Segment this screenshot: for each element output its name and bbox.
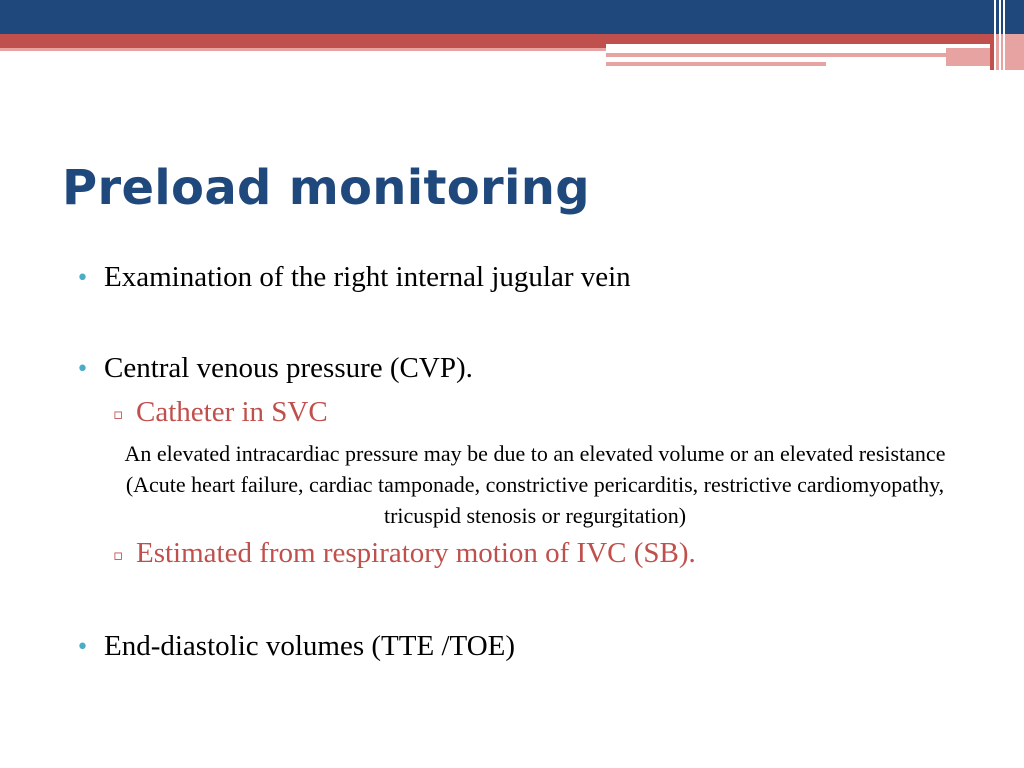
bullet-marker-1: •: [76, 266, 89, 291]
bullet-marker-3: •: [76, 635, 89, 660]
sub-bullet-text-1: Catheter in SVC: [136, 396, 328, 428]
sub-bullet-marker-2: ▫: [113, 546, 124, 564]
bullet-text-1: Examination of the right internal jugular vein: [104, 261, 631, 293]
slide-title: Preload monitoring: [62, 160, 590, 216]
bullet-marker-2: •: [76, 357, 89, 382]
bullet-text-3: End-diastolic volumes (TTE /TOE): [104, 630, 516, 662]
sub-bullet-text-2: Estimated from respiratory motion of IVC (SB).: [136, 537, 696, 569]
note-paragraph: An elevated intracardiac pressure may be due to an elevated volume or an elevated resistance (Acute heart failure, cardiac tamponade, constrictive pericarditis, restrictive cardiomyopathy, tricuspid stenosis or regurgitation): [124, 441, 946, 528]
bullet-text-2: Central venous pressure (CVP).: [104, 352, 473, 384]
sub-bullet-marker-1: ▫: [113, 405, 124, 423]
